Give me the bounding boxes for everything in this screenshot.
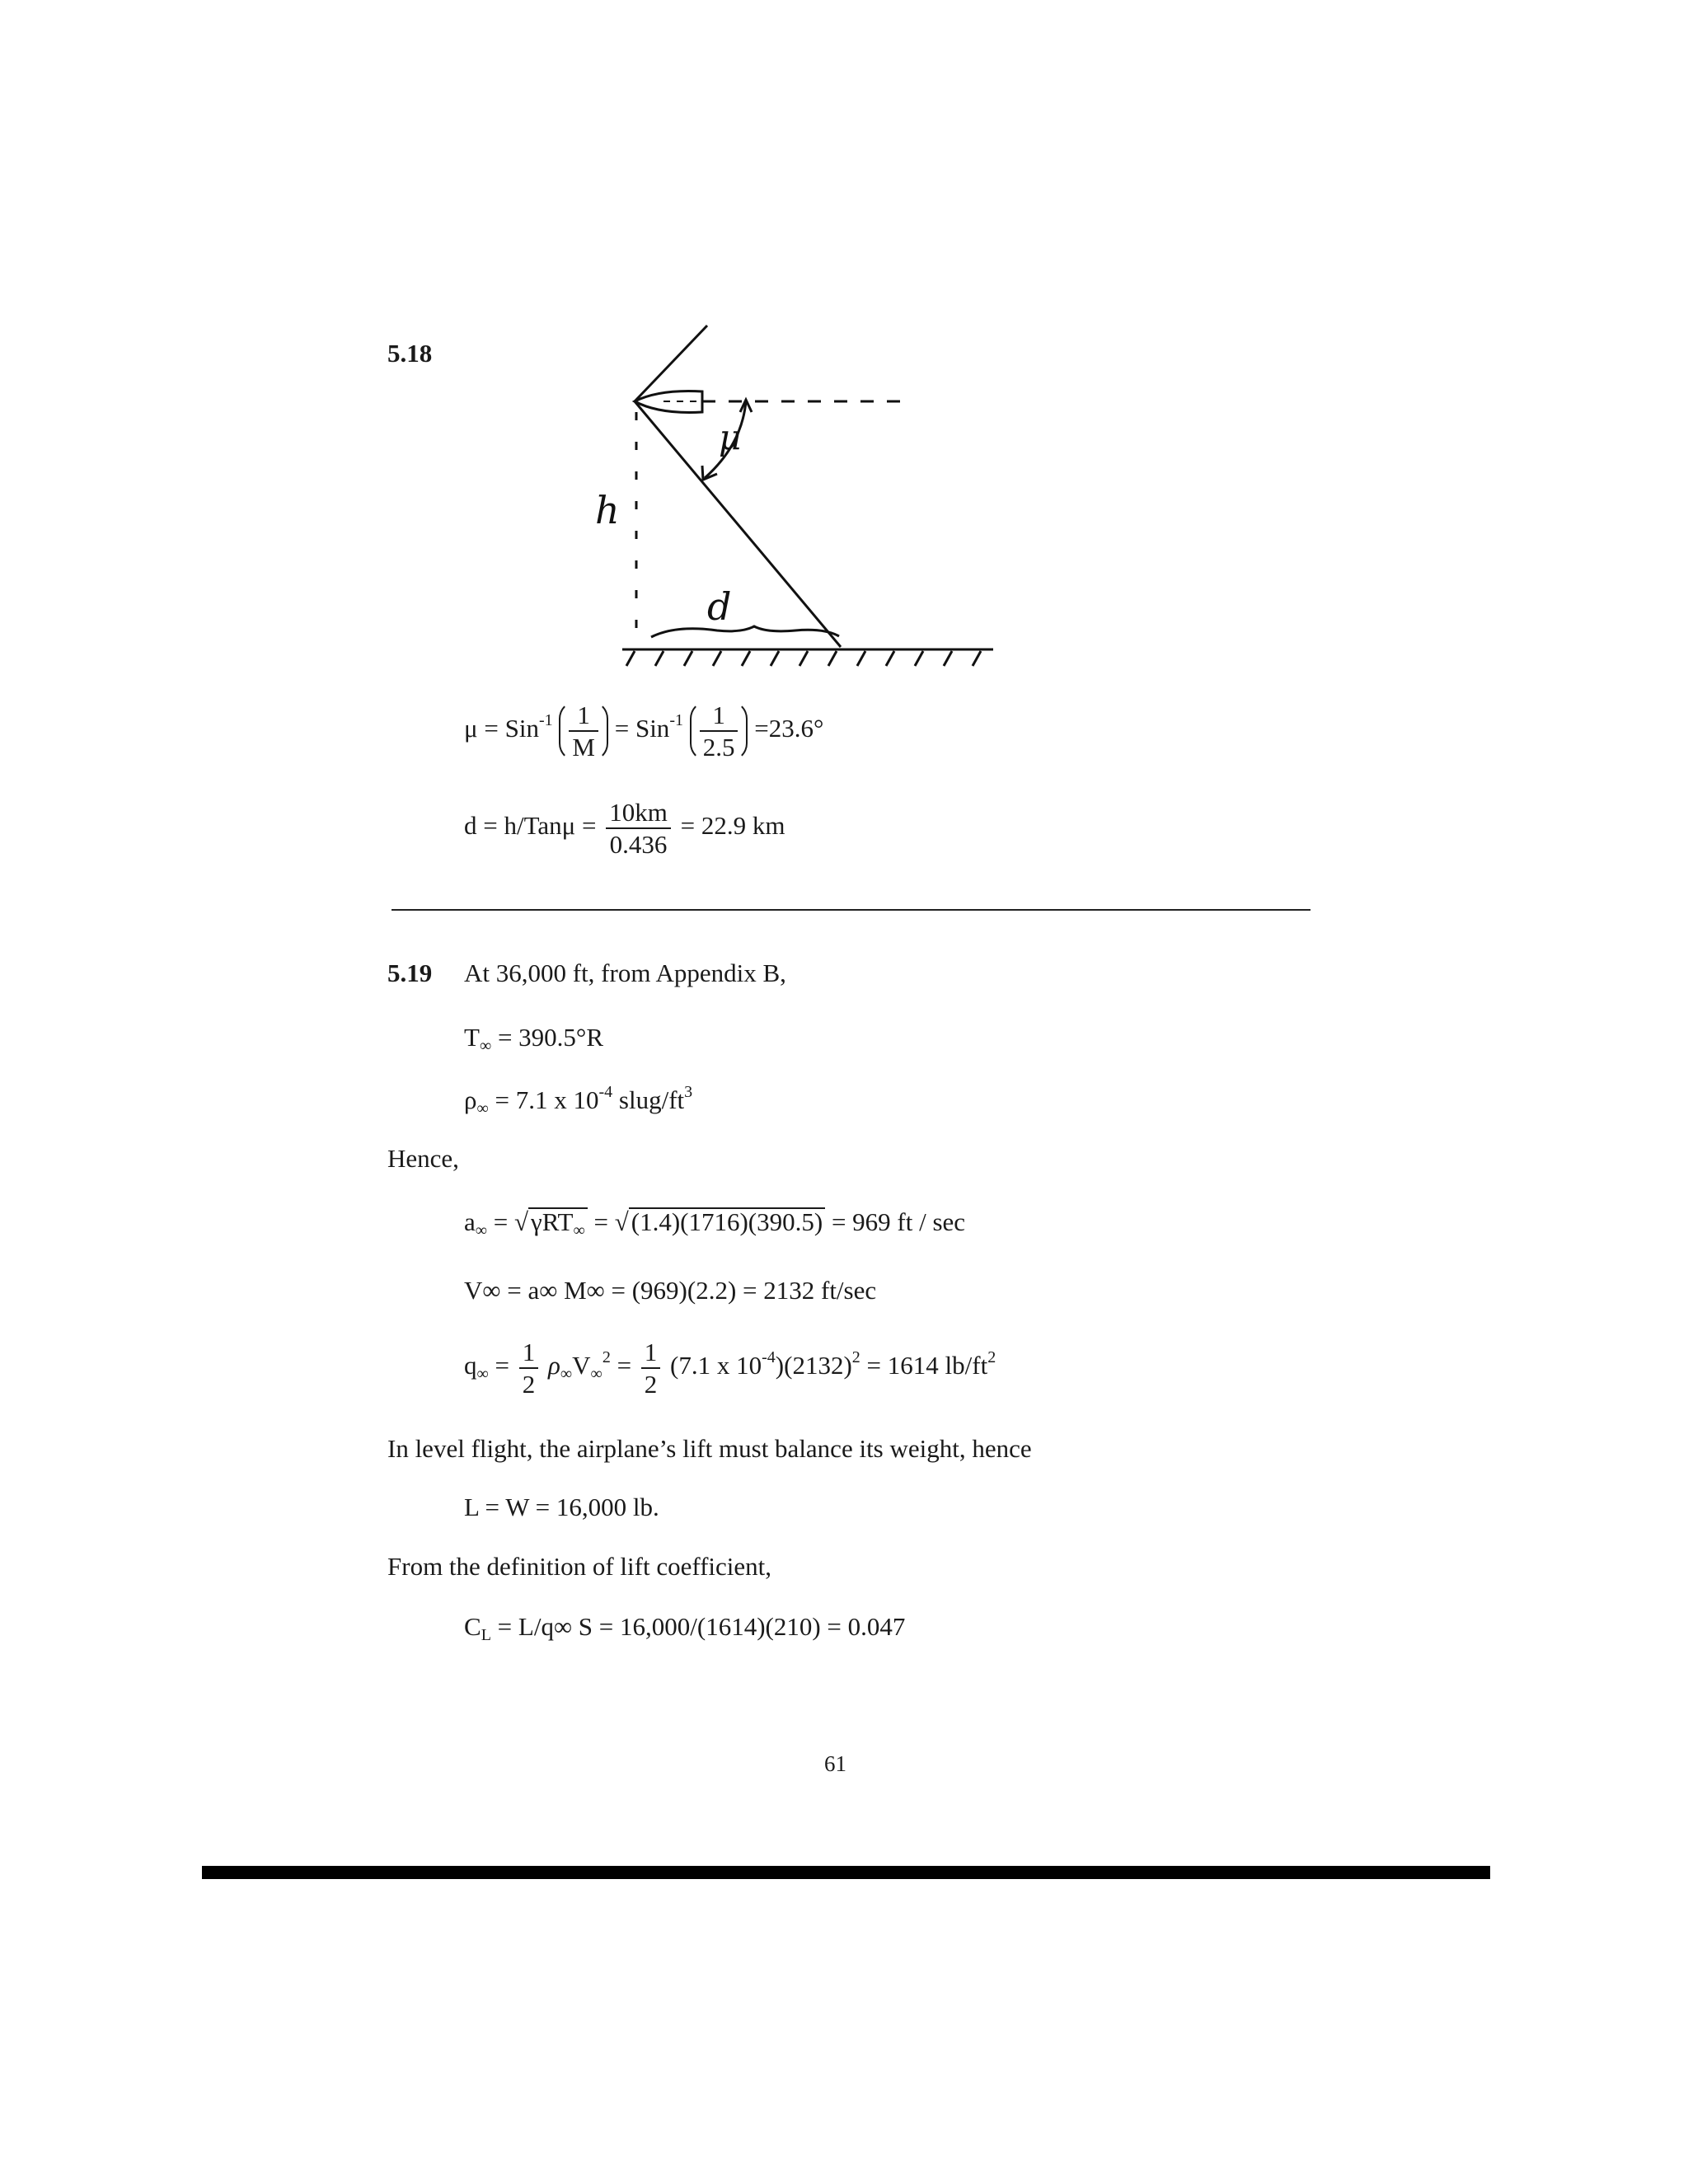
equation-mu: μ = Sin$^{-1}$ $\frac{1}{M}$ = Sin$^{-1}$ $\frac{1}{2.5}$ =23.6° xyxy=(464,701,824,762)
label-h: h xyxy=(595,488,620,532)
equation-lift-weight: L = W = 16,000 lb. xyxy=(464,1493,659,1521)
equation-dynamic-pressure: $q_\infty$ = $\frac{1}{2}$ $\rho_\infty V_\infty^2$ = $\frac{1}{2}$ (7.1 x $10^{-4})(2132)^2 = 1614$ $lb/ft^2$ xyxy=(464,1338,996,1399)
problem-5-19-intro: At 36,000 ft, from Appendix B, xyxy=(464,958,786,987)
ground-hatching xyxy=(626,651,981,666)
freestream-density: $\rho_\infty = 7.1$ x $10^{-4}$ slug/$ft^3$ xyxy=(464,1083,693,1118)
definition-text: From the definition of lift coefficient, xyxy=(387,1552,772,1581)
level-flight-text: In level flight, the airplane’s lift must balance its weight, hence xyxy=(387,1434,1032,1463)
footer-bar xyxy=(202,1866,1490,1879)
equation-lift-coefficient: $C_L = L/q\infty$ S = 16,000/(1614)(210) = 0.047 xyxy=(464,1612,906,1644)
equation-velocity: V∞ = a∞ M∞ = (969)(2.2) = 2132 ft/sec xyxy=(464,1276,877,1305)
page-number: 61 xyxy=(824,1751,846,1776)
problem-number-5-18: 5.18 xyxy=(387,339,433,368)
label-d: d xyxy=(707,584,732,629)
hence-text: Hence, xyxy=(387,1144,459,1173)
problem-number-5-19: 5.19 xyxy=(387,958,433,987)
distance-brace xyxy=(651,626,839,637)
label-mu: μ xyxy=(719,417,742,457)
equation-speed-of-sound: $a_\infty = √\gamma RT_\infty = √(1.4)(1716)(390.5) = 969$ ft / sec xyxy=(464,1207,966,1240)
freestream-temperature: $T_\infty = 390.5^\circ R$ xyxy=(464,1023,604,1055)
equation-d: d = h/Tanμ = $\frac{10km}{0.436}$ = 22.9 km xyxy=(464,798,785,859)
section-divider xyxy=(392,909,1311,911)
